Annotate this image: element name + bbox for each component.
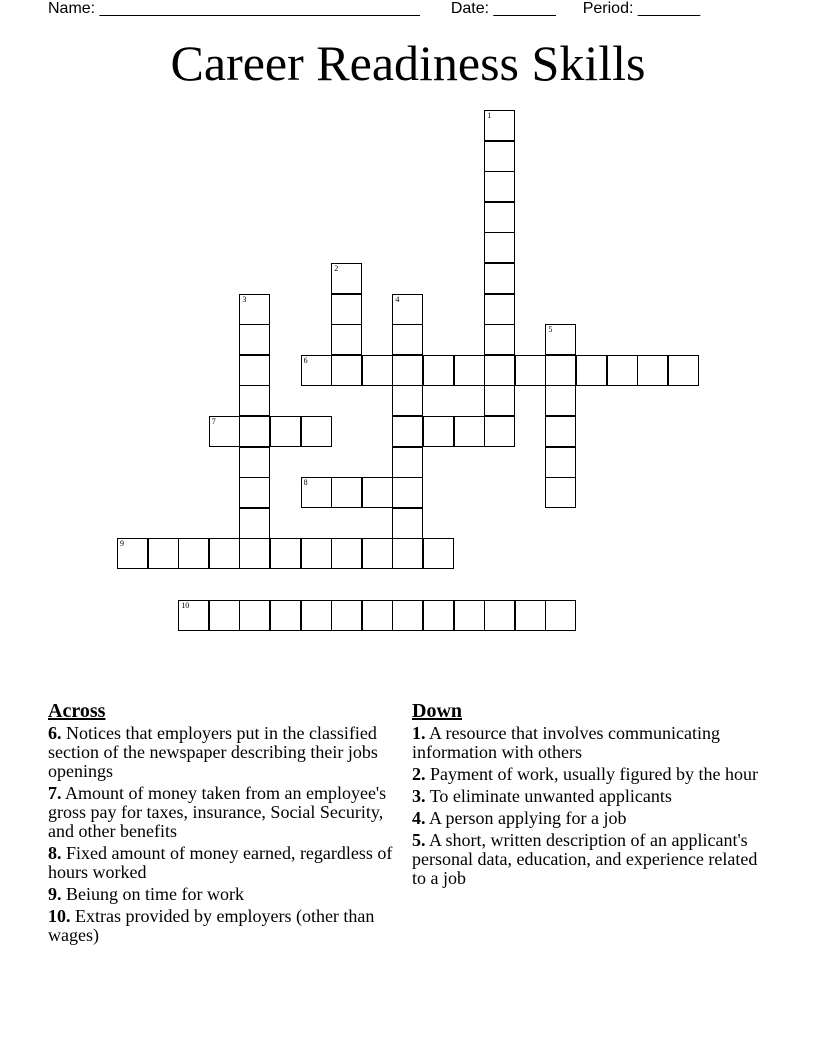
grid-cell[interactable] [331,538,362,569]
grid-cell[interactable] [392,538,423,569]
grid-cell[interactable] [362,355,393,386]
grid-cell[interactable] [484,202,515,233]
grid-cell[interactable] [117,538,148,569]
grid-cell[interactable] [362,600,393,631]
grid-cell[interactable] [484,263,515,294]
grid-cell[interactable] [668,355,699,386]
grid-cell[interactable] [392,477,423,508]
clue-number: 7 [211,417,216,426]
down-clue: 1. A resource that involves communicating information with others [412,723,720,762]
down-clues [412,700,772,891]
page-title: Career Readiness Skills [170,35,646,91]
grid-cell[interactable] [331,263,362,294]
across-list [48,724,408,945]
grid-cell[interactable] [423,416,454,447]
across-clue: 6. Notices that employers put in the classified section of the newspaper describing their jobs openings [48,723,378,781]
name-field[interactable]: Name: ____________________________________ [48,0,420,17]
across-heading: Across [48,700,106,722]
grid-cell[interactable] [454,355,485,386]
grid-cell[interactable] [545,324,576,355]
grid-cell[interactable] [392,355,423,386]
grid-cell[interactable] [637,355,668,386]
grid-cell[interactable] [484,141,515,172]
grid-cell[interactable] [515,355,546,386]
grid-cell[interactable] [239,447,270,478]
grid-cell[interactable] [392,294,423,325]
clue-number: 5 [548,325,553,335]
grid-cell[interactable] [331,477,362,508]
grid-cell[interactable] [362,538,393,569]
grid-cell[interactable] [423,538,454,569]
grid-cell[interactable] [301,355,332,386]
grid-cell[interactable] [239,294,270,325]
grid-cell[interactable] [545,385,576,416]
grid-cell[interactable] [148,538,179,569]
grid-cell[interactable] [454,416,485,447]
clue-number: 10 [181,600,190,610]
clue-number: 4 [395,294,400,304]
grid-cell[interactable] [607,355,638,386]
grid-cell[interactable] [301,538,332,569]
grid-cell[interactable] [454,600,485,631]
clue-number: 9 [120,539,124,549]
down-heading: Down [412,700,463,722]
grid-cell[interactable] [178,600,209,631]
grid-cell[interactable] [270,416,301,447]
grid-cell[interactable] [301,600,332,631]
grid-cell[interactable] [209,538,240,569]
grid-cell[interactable] [331,355,362,386]
grid-cell[interactable] [545,416,576,447]
grid-cell[interactable] [270,538,301,569]
down-list [412,724,772,888]
down-clue: 4. A person applying for a job [412,808,627,828]
grid-cell[interactable] [392,447,423,478]
grid-cell[interactable] [484,110,515,141]
grid-cell[interactable] [423,355,454,386]
grid-cell[interactable] [301,416,332,447]
grid-cell[interactable] [239,508,270,539]
grid-cell[interactable] [239,477,270,508]
grid-cell[interactable] [484,600,515,631]
grid-cell[interactable] [484,355,515,386]
grid-cell[interactable] [331,324,362,355]
grid-cell[interactable] [239,385,270,416]
grid-cell[interactable] [239,600,270,631]
grid-cell[interactable] [484,294,515,325]
clue-number: 1 [487,111,492,120]
grid-cell[interactable] [209,416,240,447]
grid-cell[interactable] [178,538,209,569]
across-clues [48,700,408,948]
grid-cell[interactable] [239,416,270,447]
grid-cell[interactable] [545,477,576,508]
grid-cell[interactable] [331,294,362,325]
across-clue: 10. Extras provided by employers (other than wages) [48,906,375,945]
grid-cell[interactable] [239,355,270,386]
grid-cell[interactable] [270,600,301,631]
grid-cell[interactable] [545,600,576,631]
grid-cell[interactable] [484,416,515,447]
across-clue: 8. Fixed amount of money earned, regardless of hours worked [48,843,393,882]
grid-cell[interactable] [239,324,270,355]
grid-cell[interactable] [392,508,423,539]
grid-cell[interactable] [515,600,546,631]
grid-cell[interactable] [392,600,423,631]
grid-cell[interactable] [484,324,515,355]
across-clue: 7. Amount of money taken from an employee's gross pay for taxes, insurance, Social Security, and other benefits [48,783,387,841]
grid-cell[interactable] [545,355,576,386]
down-clue: 5. A short, written description of an applicant's personal data, education, and experience related to a job [412,830,758,888]
down-clue: 3. To eliminate unwanted applicants [412,786,672,806]
grid-cell[interactable] [301,477,332,508]
clue-number: 8 [303,478,308,488]
clue-number: 6 [303,355,308,365]
grid-cell[interactable] [484,171,515,202]
clue-number: 3 [242,294,247,304]
date-field[interactable]: Date: _______ [450,0,556,17]
grid-cell[interactable] [239,538,270,569]
grid-cell[interactable] [392,385,423,416]
grid-cell[interactable] [545,447,576,478]
clue-number: 2 [334,264,339,273]
grid-cell[interactable] [392,324,423,355]
across-clue: 9. Beiung on time for work [48,884,244,904]
grid-cell[interactable] [484,385,515,416]
grid-cell[interactable] [484,232,515,263]
grid-cell[interactable] [331,600,362,631]
grid-cell[interactable] [392,416,423,447]
down-clue: 2. Payment of work, usually figured by the hour [412,764,758,784]
grid-cell[interactable] [209,600,240,631]
grid-cell[interactable] [362,477,393,508]
period-field[interactable]: Period: _______ [582,0,701,17]
grid-cell[interactable] [576,355,607,386]
grid-cell[interactable] [423,600,454,631]
